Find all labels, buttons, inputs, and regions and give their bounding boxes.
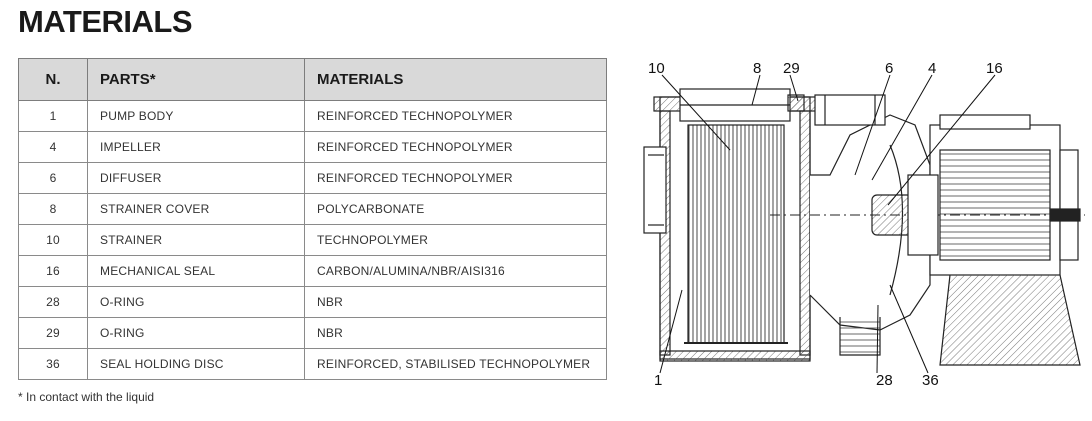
- row-part: SEAL HOLDING DISC: [88, 349, 305, 380]
- row-material: REINFORCED TECHNOPOLYMER: [305, 163, 607, 194]
- row-part: PUMP BODY: [88, 101, 305, 132]
- table-row: [19, 318, 607, 349]
- row-material: NBR: [305, 318, 607, 349]
- row-number: 4: [19, 132, 88, 163]
- row-material: REINFORCED TECHNOPOLYMER: [305, 132, 607, 163]
- row-part: MECHANICAL SEAL: [88, 256, 305, 287]
- row-part: O-RING: [88, 287, 305, 318]
- table-header-row: [19, 59, 607, 101]
- label-16: 16: [986, 60, 1003, 77]
- table-row: [19, 163, 607, 194]
- materials-table: [18, 58, 607, 380]
- table-row: [19, 132, 607, 163]
- row-part: O-RING: [88, 318, 305, 349]
- header-parts: PARTS*: [88, 59, 305, 101]
- label-28: 28: [876, 372, 893, 389]
- label-1: 1: [654, 372, 663, 389]
- footnote: * In contact with the liquid: [18, 390, 155, 404]
- row-material: REINFORCED TECHNOPOLYMER: [305, 101, 607, 132]
- table-row: [19, 101, 607, 132]
- row-part: STRAINER COVER: [88, 194, 305, 225]
- row-material: REINFORCED, STABILISED TECHNOPOLYMER: [305, 349, 607, 380]
- table-row: [19, 349, 607, 380]
- header-number: N.: [19, 59, 88, 101]
- row-number: 1: [19, 101, 88, 132]
- label-8: 8: [753, 60, 762, 77]
- label-29: 29: [783, 60, 800, 77]
- strainer-cover-drawing: [680, 89, 804, 121]
- strainer-basket-drawing: [684, 125, 788, 343]
- row-material: CARBON/ALUMINA/NBR/AISI316: [305, 256, 607, 287]
- header-materials: MATERIALS: [305, 59, 607, 101]
- table-row: [19, 194, 607, 225]
- label-36: 36: [922, 372, 939, 389]
- page-title: MATERIALS: [18, 4, 193, 39]
- label-4: 4: [928, 60, 937, 77]
- row-number: 29: [19, 318, 88, 349]
- row-number: 10: [19, 225, 88, 256]
- row-number: 8: [19, 194, 88, 225]
- row-part: DIFFUSER: [88, 163, 305, 194]
- row-part: STRAINER: [88, 225, 305, 256]
- table-row: [19, 256, 607, 287]
- table-row: [19, 225, 607, 256]
- row-number: 6: [19, 163, 88, 194]
- label-6: 6: [885, 60, 894, 77]
- row-material: NBR: [305, 287, 607, 318]
- row-part: IMPELLER: [88, 132, 305, 163]
- row-number: 28: [19, 287, 88, 318]
- row-material: POLYCARBONATE: [305, 194, 607, 225]
- label-10: 10: [648, 60, 665, 77]
- pump-exploded-diagram: [640, 55, 1085, 395]
- table-row: [19, 287, 607, 318]
- row-material: TECHNOPOLYMER: [305, 225, 607, 256]
- row-number: 36: [19, 349, 88, 380]
- row-number: 16: [19, 256, 88, 287]
